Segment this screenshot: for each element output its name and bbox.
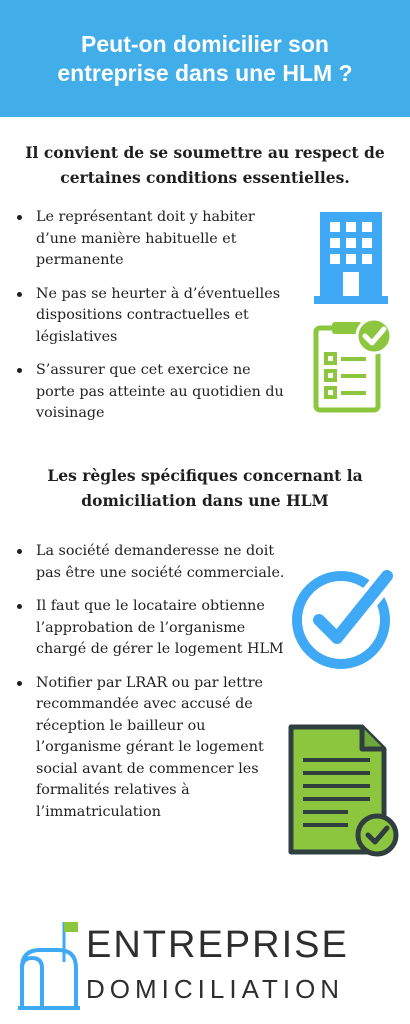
page-header <box>0 0 410 117</box>
brand-name-line1: ENTREPRISE <box>86 924 349 966</box>
list-item: Notifier par LRAR ou par lettre recommandée avec accusé de réception le bailleur ou l’organisme gérant le logement social avant de commencer les formalités relatives à l’immatriculation <box>14 673 289 824</box>
mailbox-logo-icon <box>18 918 80 1014</box>
section1-list <box>14 207 286 425</box>
list-item: La société demanderesse ne doit pas être une société commerciale. <box>14 541 289 584</box>
section1-title: Il convient de se soumettre au respect de certaines conditions essentielles. <box>25 143 385 187</box>
building-icon <box>314 210 388 304</box>
list-item: Le représentant doit y habiter d’une manière habituelle et permanente <box>14 207 286 272</box>
list-item: Il faut que le locataire obtienne l’approbation de l’organisme chargé de gérer le logement HLM <box>14 596 289 661</box>
list-item: Ne pas se heurter à d’éventuelles dispositions contractuelles et législatives <box>14 284 286 349</box>
section2-title: Les règles spécifiques concernant la domiciliation dans une HLM <box>47 466 363 510</box>
checklist-icon <box>310 316 394 414</box>
list-item: S’assurer que cet exercice ne porte pas atteinte au quotidien du voisinage <box>14 360 286 425</box>
page-title: Peut-on domicilier son entreprise dans une HLM ? <box>57 30 353 86</box>
checkmark-circle-icon <box>289 562 401 672</box>
section2-list <box>14 541 289 823</box>
document-check-icon <box>288 724 400 860</box>
brand-name-line2: DOMICILIATION <box>86 974 345 1004</box>
